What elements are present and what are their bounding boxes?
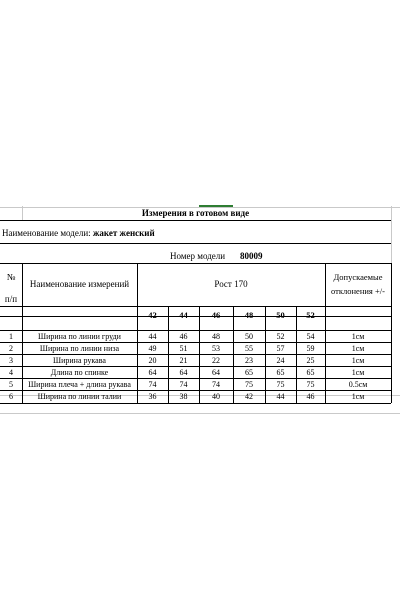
row-value: 46 bbox=[179, 332, 188, 341]
row-measurement-name: Ширина по линии груди bbox=[38, 332, 121, 341]
row-measurement-name: Ширина по линии талии bbox=[37, 392, 122, 401]
row-value: 75 bbox=[306, 380, 315, 389]
row-measurement-name: Ширина по линии низа bbox=[39, 344, 120, 353]
size-header: 42 bbox=[148, 310, 157, 320]
model-name-value: жакет женский bbox=[92, 228, 155, 238]
row-value: 38 bbox=[179, 392, 188, 401]
row-value: 44 bbox=[148, 332, 157, 341]
row-value: 64 bbox=[148, 368, 157, 377]
row-value: 65 bbox=[245, 368, 253, 377]
row-value: 74 bbox=[179, 380, 188, 389]
row-value: 74 bbox=[148, 380, 157, 389]
header-number-sub: п/п bbox=[4, 294, 18, 304]
row-tolerance: 1см bbox=[351, 392, 365, 401]
page-title: Измерения в готовом виде bbox=[141, 208, 250, 218]
size-header: 52 bbox=[306, 310, 315, 320]
row-value: 42 bbox=[245, 392, 253, 401]
row-value: 65 bbox=[276, 368, 285, 377]
row-number: 3 bbox=[9, 356, 13, 365]
row-tolerance: 1см bbox=[351, 356, 365, 365]
row-value: 51 bbox=[179, 344, 188, 353]
row-measurement-name: Длина по спинке bbox=[50, 368, 109, 377]
row-value: 54 bbox=[306, 332, 315, 341]
row-value: 36 bbox=[148, 392, 157, 401]
row-value: 44 bbox=[276, 392, 285, 401]
model-number-value: 80009 bbox=[240, 251, 263, 261]
row-value: 20 bbox=[148, 356, 157, 365]
row-value: 49 bbox=[148, 344, 157, 353]
row-value: 50 bbox=[245, 332, 253, 341]
row-value: 53 bbox=[212, 344, 220, 353]
row-number: 4 bbox=[9, 368, 13, 377]
row-value: 40 bbox=[212, 392, 220, 401]
row-value: 52 bbox=[276, 332, 285, 341]
row-value: 64 bbox=[212, 368, 220, 377]
grid-line bbox=[0, 413, 400, 414]
row-number: 5 bbox=[9, 380, 13, 389]
row-value: 75 bbox=[276, 380, 285, 389]
row-value: 57 bbox=[276, 344, 285, 353]
row-value: 21 bbox=[179, 356, 188, 365]
row-value: 74 bbox=[212, 380, 220, 389]
header-height: Рост 170 bbox=[214, 279, 248, 289]
row-measurement-name: Ширина плеча + длина рукава bbox=[28, 380, 131, 389]
size-header: 48 bbox=[244, 310, 254, 320]
row-tolerance: 1см bbox=[351, 332, 365, 341]
row-value: 25 bbox=[306, 356, 315, 365]
header-tolerance: Допускаемые bbox=[333, 272, 383, 282]
model-name-row bbox=[2, 226, 155, 240]
header-tolerance-sub: отклонения +/- bbox=[331, 286, 385, 296]
size-header: 46 bbox=[211, 310, 221, 320]
row-value: 23 bbox=[245, 356, 253, 365]
row-tolerance: 1см bbox=[351, 344, 365, 353]
row-number: 2 bbox=[9, 344, 13, 353]
row-tolerance: 0.5см bbox=[348, 380, 368, 389]
row-value: 59 bbox=[306, 344, 315, 353]
row-value: 24 bbox=[276, 356, 285, 365]
row-value: 22 bbox=[212, 356, 220, 365]
row-value: 65 bbox=[306, 368, 315, 377]
row-number: 1 bbox=[9, 332, 13, 341]
row-number: 6 bbox=[9, 392, 13, 401]
row-value: 48 bbox=[212, 332, 220, 341]
grid-line bbox=[391, 206, 392, 270]
size-header: 50 bbox=[276, 310, 285, 320]
row-measurement-name: Ширина рукава bbox=[53, 356, 106, 365]
header-measurement-name: Наименование измерений bbox=[29, 279, 130, 289]
row-value: 75 bbox=[245, 380, 253, 389]
row-value: 55 bbox=[245, 344, 253, 353]
header-number: № bbox=[6, 272, 16, 282]
row-value: 64 bbox=[179, 368, 188, 377]
row-value: 46 bbox=[306, 392, 315, 401]
row-tolerance: 1см bbox=[351, 368, 365, 377]
model-number-label: Номер модели bbox=[170, 251, 226, 261]
size-header: 44 bbox=[179, 310, 188, 320]
model-name-label: Наименование модели: bbox=[2, 228, 91, 238]
